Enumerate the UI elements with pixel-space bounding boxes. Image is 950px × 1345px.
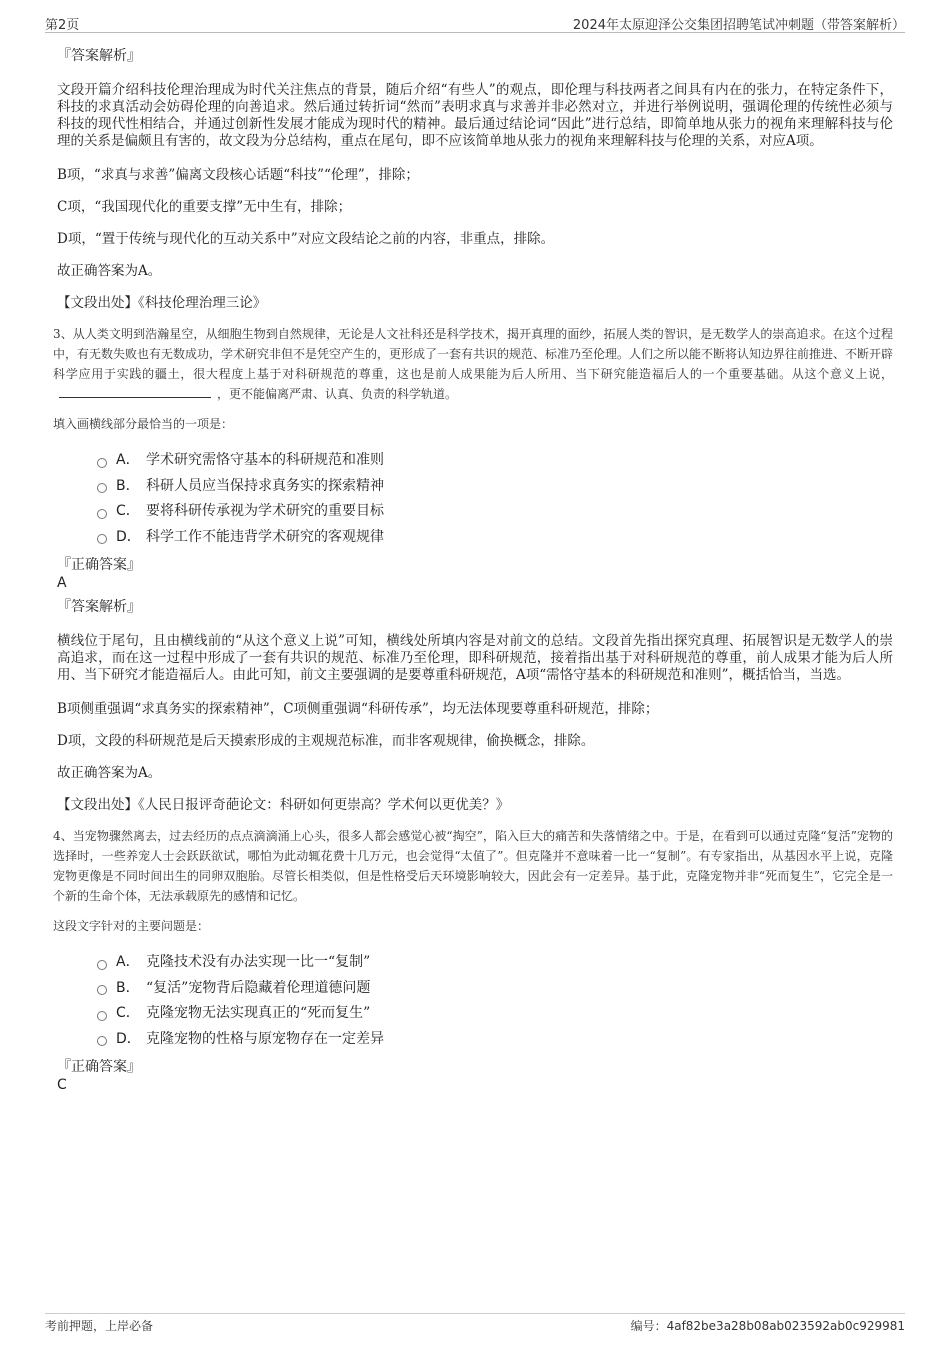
- option-b[interactable]: B． 科研人员应当保持求真务实的探索精神: [97, 474, 893, 500]
- document-title: 2024年太原迎泽公交集团招聘笔试冲刺题（带答案解析）: [572, 18, 905, 33]
- document-content: [53, 47, 894, 1094]
- page-number: 第2页: [45, 18, 80, 33]
- correct-answer-label: 『正确答案』: [57, 1059, 141, 1075]
- correct-answer: C: [57, 1077, 67, 1093]
- page-header: [45, 14, 905, 33]
- radio-icon[interactable]: [97, 985, 107, 995]
- analysis-text: 横线位于尾句，且由横线前的“从这个意义上说”可知，横线处所填内容是对前文的总结。文段首先指出探究真理、拓展智识是无数学人的崇高追求，而在这一过程中形成了一套有共识的规范、标准乃至伦理，即科研规范，接着指出基于对科研规范的尊重，前人成果才能为后人所用、当下研究才能造福后人。由此可知，前文主要强调的是要尊重科研规范，A项“需恪守基本的科研规范和准则”，概括恰当，当选。: [57, 633, 893, 683]
- option-d[interactable]: D． 克隆宠物的性格与原宠物存在一定差异: [97, 1027, 893, 1053]
- correct-answer: A: [57, 575, 67, 591]
- footer-slogan: 考前押题，上岸必备: [45, 1319, 154, 1333]
- analysis-label: 『答案解析』: [57, 48, 141, 64]
- analysis-conclusion: 故正确答案为A。: [57, 263, 162, 279]
- radio-icon[interactable]: [97, 534, 107, 544]
- option-c[interactable]: C． 克隆宠物无法实现真正的“死而复生”: [97, 1001, 893, 1027]
- question-3-options: [97, 448, 893, 550]
- question-4-text: 4、当宠物骤然离去，过去经历的点点滴滴涌上心头，很多人都会感觉心被“掏空”，陷入巨大的痛苦和失落情绪之中。于是，在看到可以通过克隆“复活”宠物的选择时，一些养宠人士会跃跃欲试，哪怕为此动辄花费十几万元，也会觉得“太值了”。但克隆并不意味着一比一“复制”。有专家指出，从基因水平上说，克隆宠物更像是不同时间出生的同卵双胞胎。尽管长相类似，但是性格受后天环境影响较大，因此会有一定差异。基于此，克隆宠物并非“死而复生”，它完全是一个新的生命个体，无法承载原先的感情和记忆。: [53, 829, 893, 903]
- source-citation: 【文段出处】《人民日报评奇葩论文：科研如何更崇高？学术何以更优美？》: [57, 797, 510, 813]
- radio-icon[interactable]: [97, 483, 107, 493]
- analysis-label: 『答案解析』: [57, 599, 141, 615]
- radio-icon[interactable]: [97, 458, 107, 468]
- question-3-text-before: 3、从人类文明到浩瀚星空，从细胞生物到自然规律，无论是人文社科还是科学技术，揭开真理的面纱，拓展人类的智识，是无数学人的崇高追求。在这个过程中，有无数失败也有无数成功，学术研究非但不是凭空产生的，更形成了一套有共识的规范、标准乃至伦理。人们之所以能不断将认知边界往前推进、不断开辟科学应用于实践的疆土，很大程度上基于对科研规范的尊重，这也是前人成果能为后人所用、当下研究能造福后人的一个重要基础。从这个意义上说，: [53, 327, 894, 381]
- question-4-prompt: 这段文字针对的主要问题是：: [53, 919, 210, 933]
- analysis-text: 文段开篇介绍科技伦理治理成为时代关注焦点的背景，随后介绍“有些人”的观点，即伦理与科技两者之间具有内在的张力，在特定条件下，科技的求真活动会妨碍伦理的向善追求。然后通过转折词“然而”表明求真与求善并非必然对立，并进行举例说明，强调伦理的传统性必须与科技的现代性相结合，并通过创新性发展才能成为现时代的精神。最后通过结论词“因此”进行总结，即简单地从张力的视角来理解科技与伦理的关系是偏颇且有害的，故文段为分总结构，重点在尾句，即不应该简单地从张力的视角来理解科技与伦理的关系，对应A项。: [57, 82, 893, 149]
- source-citation: 【文段出处】《科技伦理治理三论》: [57, 295, 267, 311]
- question-4-options: [97, 950, 893, 1052]
- analysis-conclusion: 故正确答案为A。: [57, 765, 162, 781]
- analysis-option-d: D项，文段的科研规范是后天摸索形成的主观规范标准，而非客观规律，偷换概念，排除。: [57, 733, 595, 749]
- option-d[interactable]: D． 科学工作不能违背学术研究的客观规律: [97, 525, 893, 551]
- analysis-option-bc: B项侧重强调“求真务实的探索精神”，C项侧重强调“科研传承”，均无法体现要尊重科研规范，排除；: [57, 701, 659, 717]
- analysis-option-c: C项，“我国现代化的重要支撑”无中生有，排除；: [57, 199, 352, 215]
- document-id: 编号：4af82be3a28b08ab023592ab0c929981: [630, 1319, 905, 1333]
- radio-icon[interactable]: [97, 960, 107, 970]
- question-3-prompt: 填入画横线部分最恰当的一项是：: [53, 417, 234, 431]
- option-b[interactable]: B． “复活”宠物背后隐藏着伦理道德问题: [97, 976, 893, 1002]
- correct-answer-label: 『正确答案』: [57, 557, 141, 573]
- analysis-option-b: B项，“求真与求善”偏离文段核心话题“科技”“伦理”，排除；: [57, 167, 419, 183]
- question-3-text-after: ，更不能偏离严肃、认真、负责的科学轨道。: [217, 387, 458, 401]
- radio-icon[interactable]: [97, 509, 107, 519]
- radio-icon[interactable]: [97, 1011, 107, 1021]
- option-a[interactable]: A． 学术研究需恪守基本的科研规范和准则: [97, 448, 893, 474]
- question-3-text: [53, 324, 893, 404]
- page-footer: [45, 1313, 905, 1333]
- analysis-option-d: D项，“置于传统与现代化的互动关系中”对应文段结论之前的内容，非重点，排除。: [57, 231, 555, 247]
- option-a[interactable]: A． 克隆技术没有办法实现一比一“复制”: [97, 950, 893, 976]
- fill-blank-line: [59, 385, 211, 398]
- option-c[interactable]: C． 要将科研传承视为学术研究的重要目标: [97, 499, 893, 525]
- radio-icon[interactable]: [97, 1036, 107, 1046]
